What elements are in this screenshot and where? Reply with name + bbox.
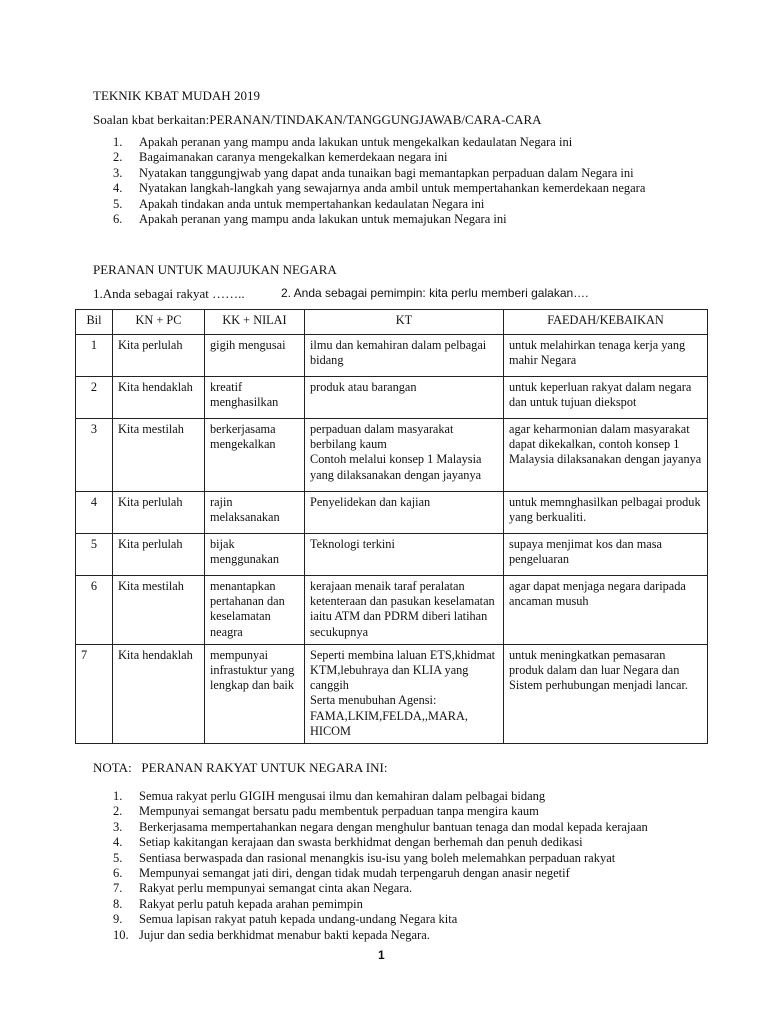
cell-kt: ilmu dan kemahiran dalam pelbagai bidang [305, 335, 504, 377]
cell-faedah: untuk melahirkan tenaga kerja yang mahir Negara [504, 335, 708, 377]
roles-table [75, 309, 708, 744]
header-faedah: FAEDAH/KEBAIKAN [504, 310, 708, 335]
cell-faedah: untuk memnghasilkan pelbagai produk yang berkualiti. [504, 492, 708, 534]
list-item: 1. Apakah peranan yang mampu anda lakukan untuk mengekalkan kedaulatan Negara ini [113, 135, 573, 149]
table-row [76, 534, 708, 576]
table-row [76, 644, 708, 743]
cell-kk: rajin melaksanakan [205, 492, 305, 534]
cell-faedah: supaya menjimat kos dan masa pengeluaran [504, 534, 708, 576]
cell-kn: Kita perlulah [113, 534, 205, 576]
table-row [76, 492, 708, 534]
nota-list [113, 789, 648, 943]
cell-kk: kreatif menghasilkan [205, 377, 305, 419]
cell-kt: kerajaan menaik taraf peralatan ketenteraan dan pasukan keselamatan iaitu ATM dan PDRM diberi latihan secukupnya [305, 576, 504, 645]
cell-kk: menantapkan pertahanan dan keselamatan neagra [205, 576, 305, 645]
list-item: 7. Rakyat perlu mempunyai semangat cinta akan Negara. [113, 881, 413, 896]
cell-kt: produk atau barangan [305, 377, 504, 419]
cell-bil: 5 [76, 534, 113, 576]
cell-kn: Kita mestilah [113, 419, 205, 492]
list-item: 1. Semua rakyat perlu GIGIH mengusai ilmu dan kemahiran dalam pelbagai bidang [113, 789, 546, 803]
table-row [76, 377, 708, 419]
header-kt: KT [305, 310, 504, 335]
list-item: 2. Bagaimanakan caranya mengekalkan kemerdekaan negara ini [113, 150, 448, 165]
cell-kt: perpaduan dalam masyarakat berbilang kaum Contoh melalui konsep 1 Malaysia yang dilaksanakan dengan jayanya [305, 419, 504, 492]
list-item: 5. Apakah tindakan anda untuk mempertahankan kedaulatan Negara ini [113, 196, 485, 211]
list-item: 5. Sentiasa berwaspada dan rasional menangkis isu-isu yang boleh melemahkan perpaduan rakyat [113, 850, 616, 865]
list-item: 9. Semua lapisan rakyat patuh kepada undang-undang Negara kita [113, 912, 458, 927]
list-item: 6. Apakah peranan yang mampu anda lakukan untuk memajukan Negara ini [113, 212, 507, 227]
cell-kt: Seperti membina laluan ETS,khidmat KTM,lebuhraya dan KLIA yang canggih Serta menubuhan Agensi: FAMA,LKIM,FELDA,,MARA, HICOM [305, 644, 504, 743]
table-row [76, 419, 708, 492]
table-row [76, 335, 708, 377]
cell-faedah: agar dapat menjaga negara daripada ancaman musuh [504, 576, 708, 645]
list-item: 8. Rakyat perlu patuh kepada arahan pemimpin [113, 896, 363, 911]
header-kk-nilai: KK + NILAI [205, 310, 305, 335]
nota-heading: NOTA: PERANAN RAKYAT UNTUK NEGARA INI: [93, 760, 388, 775]
list-item: 3. Nyatakan tanggungjwab yang dapat anda tunaikan bagi memantapkan perpaduan dalam Negara ini [113, 165, 634, 180]
cell-kn: Kita mestilah [113, 576, 205, 645]
list-item: 2. Mempunyai semangat bersatu padu membentuk perpaduan tanpa mengira kaum [113, 804, 539, 819]
cell-bil: 2 [76, 377, 113, 419]
role-pemimpin: 2. Anda sebagai pemimpin: kita perlu memberi galakan…. [281, 286, 589, 300]
cell-kk: berkerjasama mengekalkan [205, 419, 305, 492]
cell-bil: 1 [76, 335, 113, 377]
page-number: 1 [378, 948, 385, 962]
cell-faedah: untuk keperluan rakyat dalam negara dan untuk tujuan diekspot [504, 377, 708, 419]
cell-bil: 6 [76, 576, 113, 645]
cell-kk: mempunyai infrastuktur yang lengkap dan baik [205, 644, 305, 743]
document-subtitle: Soalan kbat berkaitan:PERANAN/TINDAKAN/TANGGUNGJAWAB/CARA-CARA [93, 112, 542, 127]
cell-bil: 3 [76, 419, 113, 492]
list-item: 10. Jujur dan sedia berkhidmat menabur bakti kepada Negara. [113, 927, 430, 942]
cell-kk: bijak menggunakan [205, 534, 305, 576]
cell-kt: Teknologi terkini [305, 534, 504, 576]
section-heading: PERANAN UNTUK MAUJUKAN NEGARA [93, 262, 337, 277]
list-item: 3. Berkerjasama mempertahankan negara dengan menghulur bantuan tenaga dan modal kepada kerajaan [113, 819, 648, 834]
cell-kk: gigih mengusai [205, 335, 305, 377]
cell-faedah: agar keharmonian dalam masyarakat dapat dikekalkan, contoh konsep 1 Malaysia dilaksanakan dengan jayanya [504, 419, 708, 492]
cell-kn: Kita hendaklah [113, 644, 205, 743]
question-list [113, 135, 645, 227]
table-row [76, 576, 708, 645]
list-item: 4. Setiap kakitangan kerajaan dan swasta berkhidmat dengan berhemah dan penuh dedikasi [113, 835, 583, 850]
cell-bil: 7 [76, 644, 113, 743]
header-kn-pc: KN + PC [113, 310, 205, 335]
cell-kn: Kita perlulah [113, 335, 205, 377]
header-bil: Bil [76, 310, 113, 335]
cell-faedah: untuk meningkatkan pemasaran produk dalam dan luar Negara dan Sistem perhubungan menjadi lancar. [504, 644, 708, 743]
cell-kt: Penyelidekan dan kajian [305, 492, 504, 534]
list-item: 6. Mempunyai semangat jati diri, dengan tidak mudah terpengaruh dengan anasir negetif [113, 866, 570, 881]
role-rakyat: 1.Anda sebagai rakyat …….. [93, 286, 245, 301]
cell-kn: Kita perlulah [113, 492, 205, 534]
document-title: TEKNIK KBAT MUDAH 2019 [93, 88, 260, 103]
roles-line [93, 286, 589, 302]
table-header-row [76, 310, 708, 335]
cell-kn: Kita hendaklah [113, 377, 205, 419]
cell-bil: 4 [76, 492, 113, 534]
list-item: 4. Nyatakan langkah-langkah yang sewajarnya anda ambil untuk mempertahankan kemerdekaan negara [113, 181, 646, 196]
